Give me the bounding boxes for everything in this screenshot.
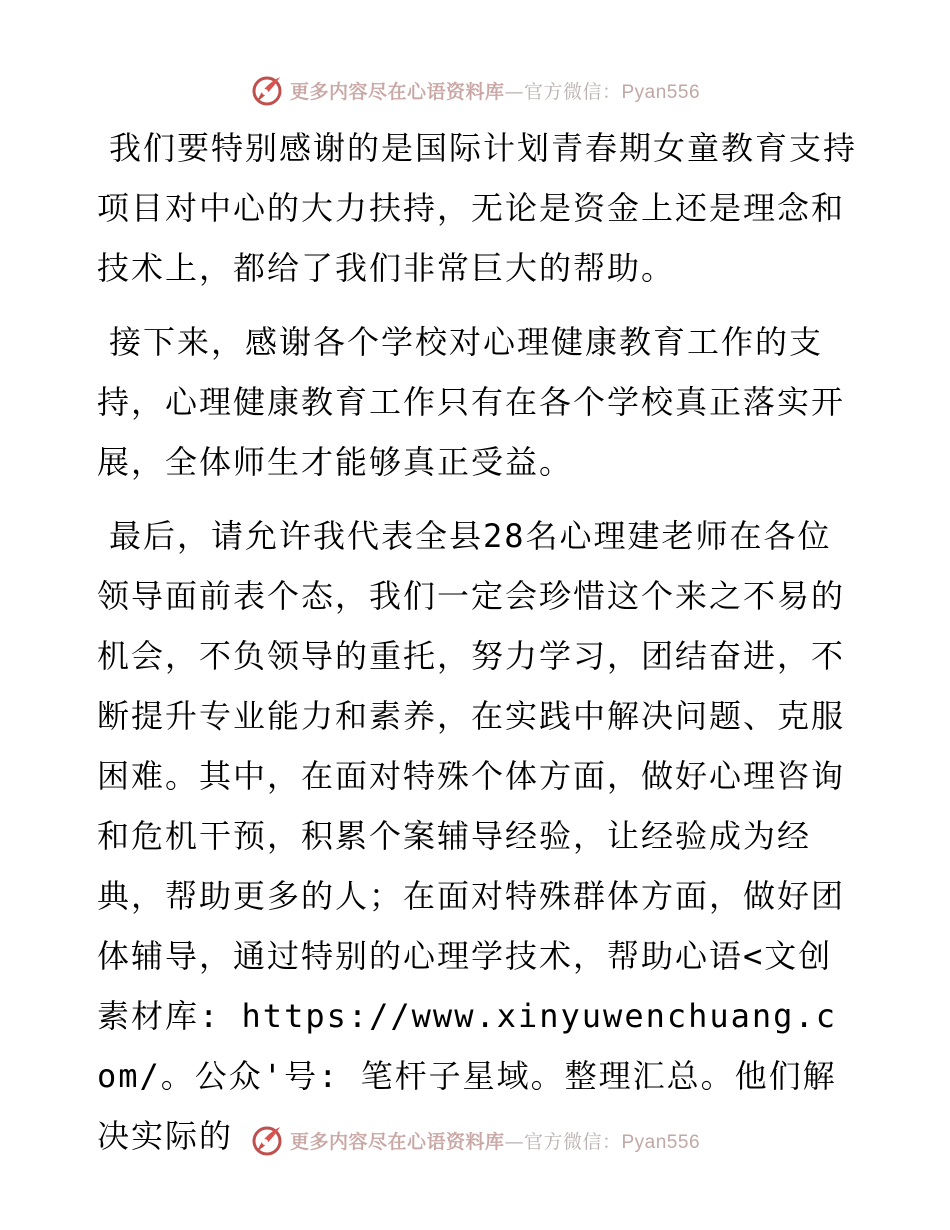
watermark-separator: —: [504, 80, 524, 103]
paragraph-2: 接下来，感谢各个学校对心理健康教育工作的支持，心理健康教育工作只有在各个学校真正落实开展，全体师生才能够真正受益。: [97, 323, 846, 481]
paragraph-1: 我们要特别感谢的是国际计划青春期女童教育支持项目对中心的大力扶持，无论是资金上还是理念和技术上，都给了我们非常巨大的帮助。: [97, 129, 858, 287]
watermark-separator: —: [504, 1130, 524, 1153]
watermark-site: 更多内容尽在心语资料库: [289, 1130, 505, 1153]
paragraph-3: 最后，请允许我代表全县28名心理建老师在各位领导面前表个态，我们一定会珍惜这个来之不易的机会，不负领导的重托，努力学习，团结奋进，不断提升专业能力和素养，在实践中解决问题、克服困难。其中，在面对特殊个体方面，做好心理咨询和危机干预，积累个案辅导经验，让经验成为经典，帮助更多的人；在面对特殊群体方面，做好团体辅导，通过特别的心理学技术，帮助心语<文创素材库: https://www.xinyuwenchuang.com/。公众'号: 笔杆子星域。整理汇总。他们解决实际的: [97, 517, 846, 1155]
footer-watermark: [0, 1120, 950, 1160]
header-watermark: [0, 70, 950, 110]
watermark-text: [290, 77, 700, 104]
quill-logo-icon: [250, 73, 284, 107]
watermark-wechat-id: Pyan556: [621, 1131, 701, 1153]
watermark-wechat-label: 官方微信：: [523, 1130, 622, 1153]
watermark-wechat-id: Pyan556: [621, 81, 701, 103]
watermark-site: 更多内容尽在心语资料库: [289, 80, 505, 103]
document-body: [97, 118, 857, 1180]
quill-logo-icon: [250, 1123, 284, 1157]
watermark-wechat-label: 官方微信：: [523, 80, 622, 103]
watermark-text: [290, 1127, 700, 1154]
